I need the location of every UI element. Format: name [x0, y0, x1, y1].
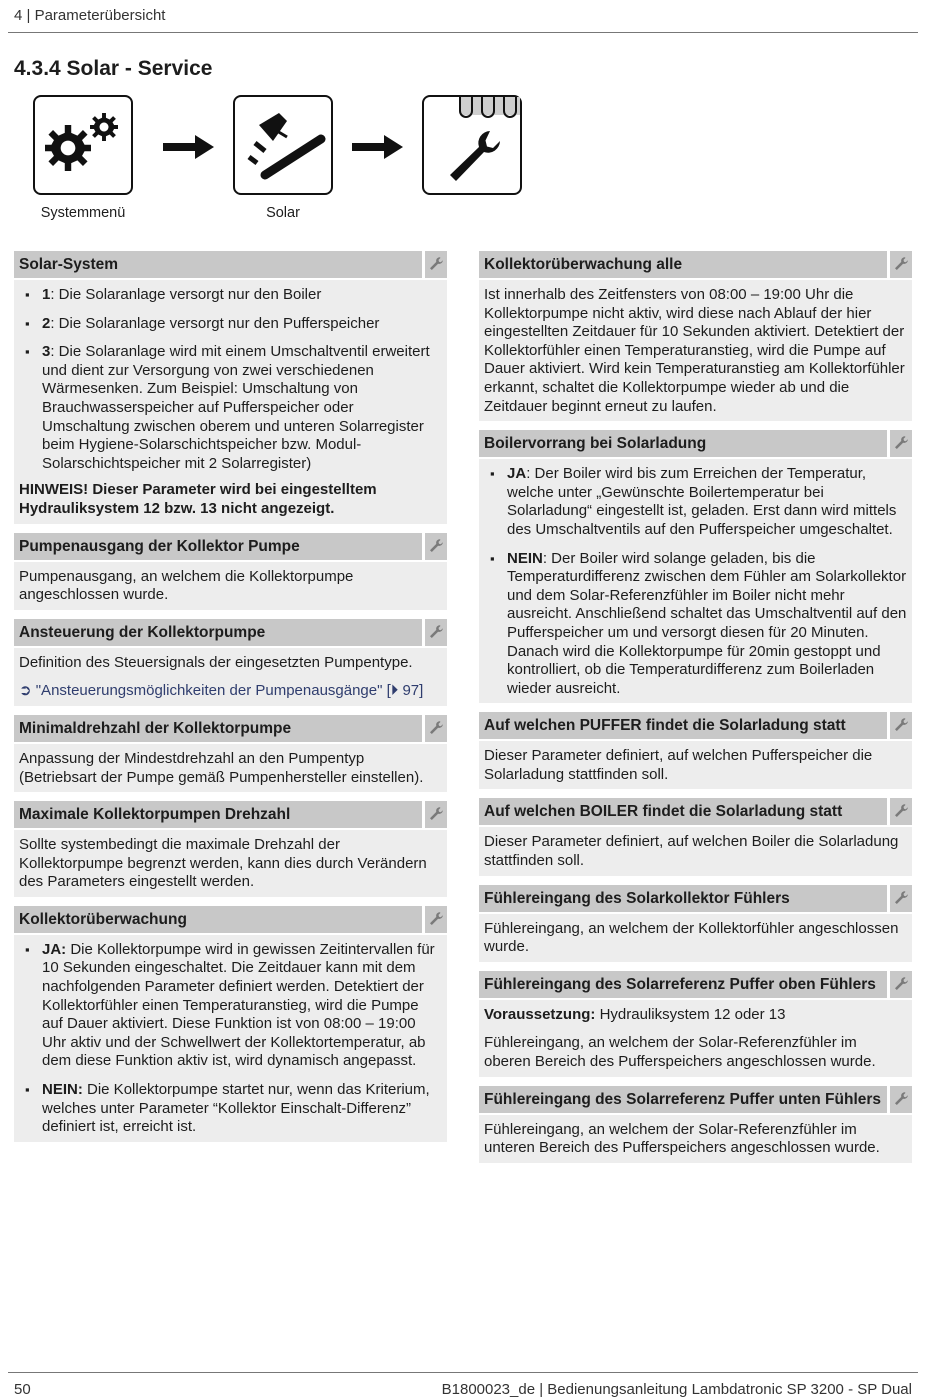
param-header: [479, 885, 912, 914]
wrench-icon: [422, 906, 447, 933]
wrench-icon: [887, 1086, 912, 1113]
param-body: [479, 741, 912, 789]
param-description: Anpassung der Mindestdrehzahl an den Pumpentyp (Betriebsart der Pumpe gemäß Pumpenhersteller einstellen).: [19, 749, 424, 786]
param-min-speed: [14, 715, 447, 792]
arrow-right-icon: [163, 134, 215, 160]
wrench-icon: [887, 798, 912, 825]
wrench-icon: [887, 712, 912, 739]
param-header: [479, 430, 912, 459]
param-pump-output: [14, 533, 447, 610]
param-description: Definition des Steuersignals der eingesetzten Pumpentype.: [19, 653, 413, 671]
param-header: [14, 619, 447, 648]
list-item: ▪ 2: Die Solaranlage versorgt nur den Pufferspeicher: [19, 315, 442, 334]
wrench-icon: [422, 619, 447, 646]
list-item: ▪ JA: Die Kollektorpumpe wird in gewissen Zeitintervallen für 10 Sekunden eingeschaltet. Die Zeitdauer kann mit dem nachfolgenden Parameter definiert werden. Detektiert der Kollektorfühler einen Temperaturanstieg, wird die Pumpe auf Dauer aktiviert. Diese Funktion ist von 08:00 – 19:00 Uhr aktiv und der Schwellwert der Kollektortemperatur, ab dem diese Funktion aktiv ist, wird dynamisch angepasst.: [19, 941, 442, 1071]
param-title: Auf welchen PUFFER findet die Solarladung statt: [484, 717, 846, 735]
param-description: Fühlereingang, an welchem der Kollektorfühler angeschlossen wurde.: [484, 919, 899, 956]
param-description: Dieser Parameter definiert, auf welchen Pufferspeicher die Solarladung stattfinden soll.: [484, 747, 873, 783]
param-title: Fühlereingang des Solarreferenz Puffer oben Fühlers: [484, 975, 876, 993]
param-description: Sollte systembedingt die maximale Drehzahl der Kollektorpumpe begrenzt werden, kann dies durch Verändern des Parameters eingestellt werden.: [19, 836, 427, 891]
param-header: [479, 798, 912, 827]
left-column: [14, 251, 447, 1151]
param-body: [14, 830, 447, 897]
note-text: HINWEIS! Dieser Parameter wird bei eingestelltem Hydrauliksystem 12 bzw. 13 nicht angezeigt.: [19, 481, 377, 517]
param-title: Solar-System: [19, 256, 119, 273]
list-item: ▪ 1: Die Solaranlage versorgt nur den Boiler: [19, 286, 442, 305]
param-title: Kollektorüberwachung alle: [484, 256, 683, 273]
param-body: [479, 1115, 912, 1163]
wrench-icon: [422, 801, 447, 828]
service-menu-tile[interactable]: [422, 95, 522, 195]
param-monitoring-all: [479, 251, 912, 421]
wrench-icon: [887, 885, 912, 912]
nav-label-systemmenu: Systemmenü: [40, 205, 126, 221]
param-body: [479, 914, 912, 962]
param-title: Minimaldrehzahl der Kollektorpumpe: [19, 719, 292, 737]
page-number: 50: [14, 1381, 31, 1398]
param-solar-system: [14, 251, 447, 524]
param-collector-sensor: [479, 885, 912, 962]
list-item: ▪ JA: Der Boiler wird bis zum Erreichen der Temperatur, welche unter „Gewünschte Boilertemperatur bei Solarladung“ eingestellt ist, geladen. Erst dann wird mittels des Umschaltventils auf den Pufferspeicher umgeschaltet.: [484, 465, 907, 539]
param-header: [479, 1086, 912, 1115]
list-item: ▪ 3: Die Solaranlage wird mit einem Umschaltventil erweitert und dient zur Versorgung von zwei verschiedenen Wärmesenken. Zum Beispiel: Umschaltung von Brauchwasserspeicher auf Pufferspeicher oder Umschaltung zwischen oberem und unteren Solarregister beim Hygiene-Solarschichtspeicher bzw. Modul-Solarschichtspeicher mit 2 Solarregister): [19, 343, 442, 473]
wrench-icon: [422, 715, 447, 742]
param-body: [14, 935, 447, 1142]
param-body: [479, 1000, 912, 1077]
param-header: [14, 251, 447, 280]
param-title: Fühlereingang des Solarkollektor Fühlers: [484, 889, 790, 907]
arrow-right-icon: [352, 134, 404, 160]
wrench-icon: [422, 251, 447, 278]
param-header: [479, 971, 912, 1000]
cross-reference-link[interactable]: ➲ "Ansteuerungsmöglichkeiten der Pumpenausgänge" [⏵ 97]: [19, 682, 424, 700]
param-description: Pumpenausgang, an welchem die Kollektorpumpe angeschlossen wurde.: [19, 567, 354, 604]
param-body: [14, 280, 447, 524]
param-ref-buffer-top: [479, 971, 912, 1077]
param-title: Fühlereingang des Solarreferenz Puffer unten Fühlers: [484, 1090, 882, 1108]
param-description: Ist innerhalb des Zeitfensters von 08:00 – 19:00 Uhr die Kollektorpumpe nicht aktiv, wird diese nach Ablauf der hier eingestellten Zeitdauer für 10 Sekunden aktiviert. Detektiert der Kollektorfühler einen Temperaturanstieg, wird die Pumpe auf Dauer aktiviert. Wird kein Temperaturanstieg am Kollektorfühler erkannt, schaltet die Kollektorpumpe wieder ab und die Zeitdauer beginnt erneut zu laufen.: [484, 286, 905, 415]
param-header: [14, 533, 447, 562]
param-body: [479, 827, 912, 875]
document-reference: B1800023_de | Bedienungsanleitung Lambdatronic SP 3200 - SP Dual: [441, 1381, 912, 1398]
wrench-icon: [887, 971, 912, 998]
section-title: 4.3.4 Solar - Service: [14, 57, 213, 80]
nav-label-solar: Solar: [266, 205, 300, 221]
param-header: [479, 712, 912, 741]
param-boiler-priority: [479, 430, 912, 703]
param-body: [479, 459, 912, 703]
wrench-icon: [422, 533, 447, 560]
param-body: [14, 562, 447, 610]
option-list: [19, 941, 442, 1137]
option-list: [484, 465, 907, 698]
param-header: [479, 251, 912, 280]
right-column: [479, 251, 912, 1172]
param-ref-buffer-bottom: [479, 1086, 912, 1163]
param-title: Maximale Kollektorpumpen Drehzahl: [19, 806, 291, 824]
wrench-icon: [887, 251, 912, 278]
list-item: ▪ NEIN: Der Boiler wird solange geladen, bis die Temperaturdifferenz zwischen dem Fühler am Solarkollektor und dem Solar-Referenzfühler im Boiler nicht mehr ausreicht. Anschließend schaltet das Umschaltventil auf den Pufferspeicher um und versorgt diesen für 20 Minuten. Danach wird die Kollektorpumpe für 20min gestoppt und kontrolliert, ob die Temperaturdifferenz zum Boilerladen wieder ausreicht.: [484, 550, 907, 699]
param-header: [14, 715, 447, 744]
param-title: Auf welchen BOILER findet die Solarladung statt: [484, 803, 843, 821]
solar-collector-icon: [235, 97, 331, 193]
param-title: Boilervorrang bei Solarladung: [484, 435, 707, 453]
param-which-boiler: [479, 798, 912, 875]
param-header: [14, 801, 447, 830]
param-title: Ansteuerung der Kollektorpumpe: [19, 623, 266, 641]
param-description: Fühlereingang, an welchem der Solar-Referenzfühler im oberen Bereich des Pufferspeichers angeschlossen wurde.: [484, 1034, 876, 1071]
param-body: [479, 280, 912, 421]
param-body: [14, 744, 447, 792]
service-wrench-icon: [424, 97, 520, 193]
option-list: [19, 286, 442, 473]
param-description: Fühlereingang, an welchem der Solar-Referenzfühler im unteren Bereich des Pufferspeichers angeschlossen wurde.: [484, 1120, 880, 1157]
param-which-buffer: [479, 712, 912, 789]
param-title: Kollektorüberwachung: [19, 910, 187, 928]
param-pump-control: [14, 619, 447, 706]
prerequisite: Voraussetzung: Hydrauliksystem 12 oder 13: [484, 1005, 786, 1023]
list-item: ▪ NEIN: Die Kollektorpumpe startet nur, wenn das Kriterium, welches unter Parameter “Kollektor Einschalt-Differenz” definiert ist, erreicht ist.: [19, 1081, 442, 1137]
system-menu-tile[interactable]: [33, 95, 133, 195]
running-header: 4 | Parameterübersicht: [14, 7, 166, 24]
param-description: Dieser Parameter definiert, auf welchen Boiler die Solarladung stattfinden soll.: [484, 833, 899, 870]
header-divider: [8, 32, 918, 33]
param-body: [14, 648, 447, 706]
param-max-speed: [14, 801, 447, 897]
footer-divider: [8, 1372, 918, 1373]
param-title: Pumpenausgang der Kollektor Pumpe: [19, 537, 300, 555]
param-collector-monitoring: [14, 906, 447, 1142]
solar-menu-tile[interactable]: [233, 95, 333, 195]
gears-icon: [35, 97, 131, 193]
wrench-icon: [887, 430, 912, 457]
param-header: [14, 906, 447, 935]
